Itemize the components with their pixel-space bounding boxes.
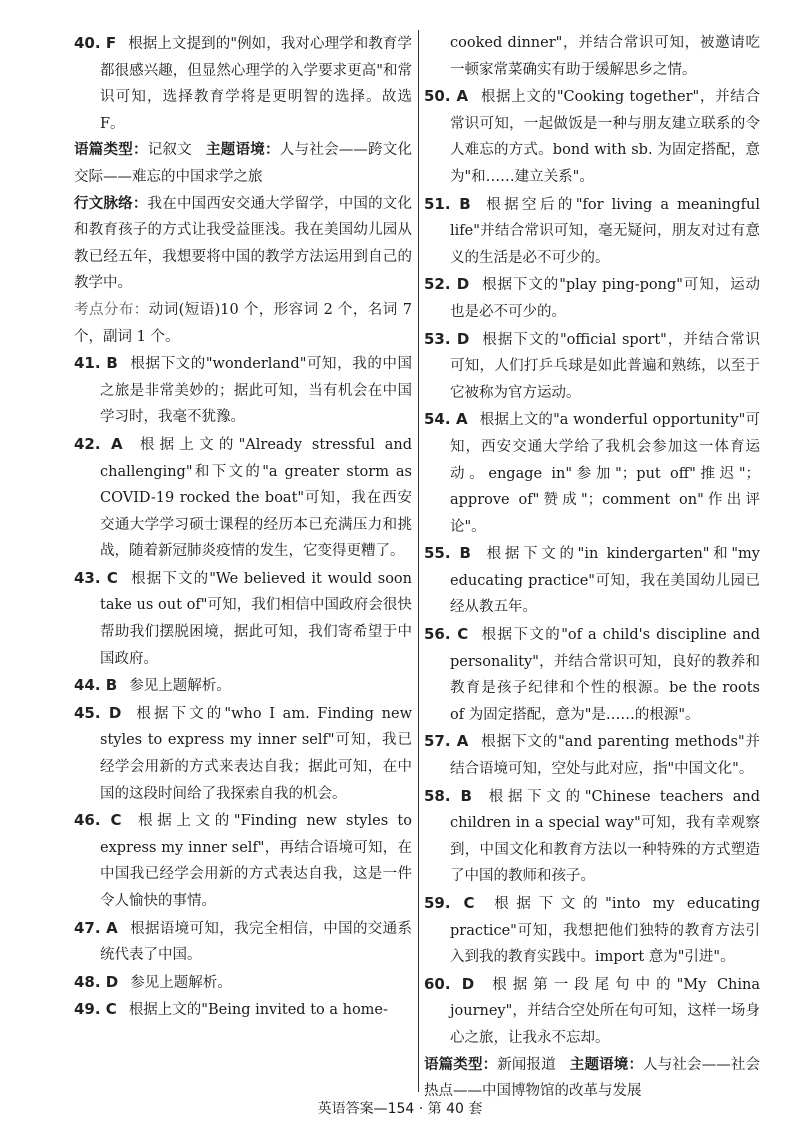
passage-type-value: 新闻报道	[497, 1056, 556, 1073]
answer-item	[424, 890, 760, 971]
answer-number: 52. D	[424, 275, 470, 294]
answer-number: 49. C	[74, 1000, 117, 1019]
answer-item-40	[74, 30, 412, 137]
answer-number: 40. F	[74, 34, 117, 52]
passage-type-label: 语篇类型：	[74, 142, 148, 159]
answer-number: 50. A	[424, 87, 469, 106]
answer-explanation: 根据上文的"Already stressful and challenging"和下文的"a greater storm as COVID-19 rocked the boat"可知，我在西安交通大学学习硕士课程的经历本已充满压力和挑战，随着新冠肺炎疫情的发生，它变得更糟了。	[100, 436, 412, 560]
answer-explanation: 根据下文的"of a child's discipline and personality"，并结合常识可知，良好的教养和教育是孩子纪律和个性的根源。be the roots of 为固定搭配，意为"是……的根源"。	[450, 627, 760, 723]
answer-number: 59. C	[424, 894, 475, 912]
answer-explanation: 参见上题解析。	[129, 678, 231, 695]
answer-explanation: 根据下文的"play ping-pong"可知，运动也是必不可少的。	[450, 277, 760, 320]
points-label: 考点分布：	[74, 301, 149, 318]
points-line	[74, 297, 412, 350]
answer-item	[74, 969, 412, 997]
answer-number: 41. B	[74, 354, 118, 373]
answer-item	[424, 271, 760, 325]
answer-number: 55. B	[424, 544, 471, 563]
answer-explanation: 根据上文的"Cooking together"，并结合常识可知，一起做饭是一种与朋友建立联系的令人难忘的方式。bond with sb. 为固定搭配，意为"和……建立关系"。	[450, 89, 760, 185]
outline-value: 我在中国西安交通大学留学，中国的文化和教育孩子的方式让我受益匪浅。我在美国幼儿园从教已经五年，我想要将中国的教学方法运用到自己的教学中。	[74, 195, 413, 292]
answer-explanation: 根据空后的"for living a meaningful life"并结合常识可知，毫无疑问，朋友对过有意义的生活是必不可少的。	[450, 196, 761, 266]
outline-line	[74, 191, 412, 297]
answer-number: 42. A	[74, 434, 123, 453]
answer-item	[424, 191, 760, 272]
answer-explanation: 根据下文的"in kindergarten"和"my educating practice"可知，我在美国幼儿园已经从教五年。	[450, 546, 760, 616]
answer-explanation: 根据上文的"Finding new styles to express my inner self"，再结合语境可知，在中国我已经学会用新的方式表达自我，这是一件令人愉快的事情。	[100, 813, 412, 909]
answer-item	[74, 996, 412, 1024]
answer-item	[74, 350, 412, 431]
answer-explanation: 根据下文的"and parenting methods"并结合语境可知，空处与此对应，指"中国文化"。	[450, 734, 761, 778]
answer-number: 45. D	[74, 703, 122, 722]
answer-item	[424, 406, 760, 540]
theme-context-label: 主题语境：	[206, 142, 280, 159]
answer-item	[424, 83, 760, 190]
answer-number: 53. D	[424, 329, 470, 348]
answer-item	[74, 431, 412, 565]
passage-type-label: 语篇类型：	[424, 1056, 498, 1073]
answer-item	[424, 728, 760, 782]
page-footer: 英语答案—154 · 第 40 套	[317, 1101, 483, 1117]
outline-label: 行文脉络：	[74, 195, 148, 212]
theme-context-value: 人与社会——社会热点——中国博物馆的改革与发展	[424, 1056, 761, 1100]
answer-item	[424, 326, 760, 407]
passage-type-line-2	[424, 1052, 760, 1105]
points-value: 动词(短语)10 个，形容词 2 个，名词 7 个，副词 1 个。	[74, 301, 412, 345]
answer-continuation: cooked dinner"，并结合常识可知，被邀请吃一顿家常菜确实有助于缓解思乡之情。	[450, 35, 760, 78]
answer-explanation: 参见上题解析。	[130, 974, 232, 991]
left-answer-list	[74, 350, 412, 1024]
theme-context-value: 人与社会——跨文化交际——难忘的中国求学之旅	[74, 142, 412, 185]
answer-item	[424, 540, 760, 621]
answer-explanation: 根据下文的"wonderland"可知，我的中国之旅是非常美妙的；据此可知，当有机会在中国学习时，我毫不犹豫。	[100, 356, 413, 426]
answer-number: 46. C	[74, 811, 122, 830]
passage-type-line	[74, 137, 412, 190]
answer-explanation: 根据上文的"Being invited to a home-	[128, 1002, 388, 1019]
answer-number: 44. B	[74, 676, 118, 695]
answer-item	[424, 971, 760, 1052]
passage-type-value: 记叙文	[147, 142, 192, 159]
answer-number: 43. C	[74, 568, 118, 587]
answer-number: 57. A	[424, 732, 469, 751]
answer-item	[74, 807, 412, 914]
answer-number: 54. A	[424, 410, 468, 429]
answer-number: 60. D	[424, 974, 475, 993]
answer-explanation: 根据下文的"official sport"，并结合常识可知，人们打乒乓球是如此普遍和熟练，以至于它被称为官方运动。	[450, 331, 760, 401]
right-column	[424, 30, 760, 1105]
answer-explanation: 根据下文的"into my educating practice"可知，我想把他们独特的教育方法引入到我的教育实践中。import 意为"引进"。	[450, 896, 760, 966]
answer-number: 58. B	[424, 786, 472, 805]
answer-number: 51. B	[424, 194, 471, 213]
column-divider	[418, 30, 419, 1092]
answer-number: 47. A	[74, 918, 118, 937]
answer-item	[74, 915, 412, 969]
answer-explanation: 根据下文的"We believed it would soon take us out of"可知，我们相信中国政府会很快帮助我们摆脱困境，据此可知，我们寄希望于中国政府。	[100, 570, 412, 667]
answer-item	[74, 565, 412, 672]
answer-explanation: 根据上文的"a wonderful opportunity"可知，西安交通大学给了我机会参加这一体育运动。engage in"参加"；put off"推迟"；approve of"赞成"；comment on"作出评论"。	[450, 412, 761, 535]
answer-number: 56. C	[424, 625, 469, 644]
answer-explanation: 根据语境可知，我完全相信，中国的交通系统代表了中国。	[100, 920, 413, 964]
answer-item	[424, 783, 760, 890]
theme-context-label: 主题语境：	[569, 1056, 644, 1073]
answer-item	[74, 700, 412, 807]
answer-number: 48. D	[74, 972, 119, 991]
answer-explanation: 根据上文提到的"例如，我对心理学和教育学都很感兴趣，但显然心理学的入学要求更高"和常识可知，选择教育学将是更明智的选择。故选 F。	[100, 36, 413, 132]
answer-item	[424, 621, 760, 728]
answer-explanation: 根据下文的"who I am. Finding new styles to express my inner self"可知，我已经学会用新的方式来表达自我；据此可知，在中国的这段时间给了我探索自我的机会。	[100, 705, 412, 802]
answer-item	[74, 672, 412, 700]
answer-explanation: 根据下文的"Chinese teachers and children in a special way"可知，我有幸观察到，中国文化和教育方法以一种特殊的方式塑造了中国的教师和孩子。	[450, 788, 760, 885]
right-answer-list	[424, 83, 760, 1051]
left-column	[74, 30, 412, 1024]
answer-explanation: 根据第一段尾句中的"My China journey"，并结合空处所在句可知，这样一场身心之旅，让我永不忘却。	[450, 976, 761, 1046]
